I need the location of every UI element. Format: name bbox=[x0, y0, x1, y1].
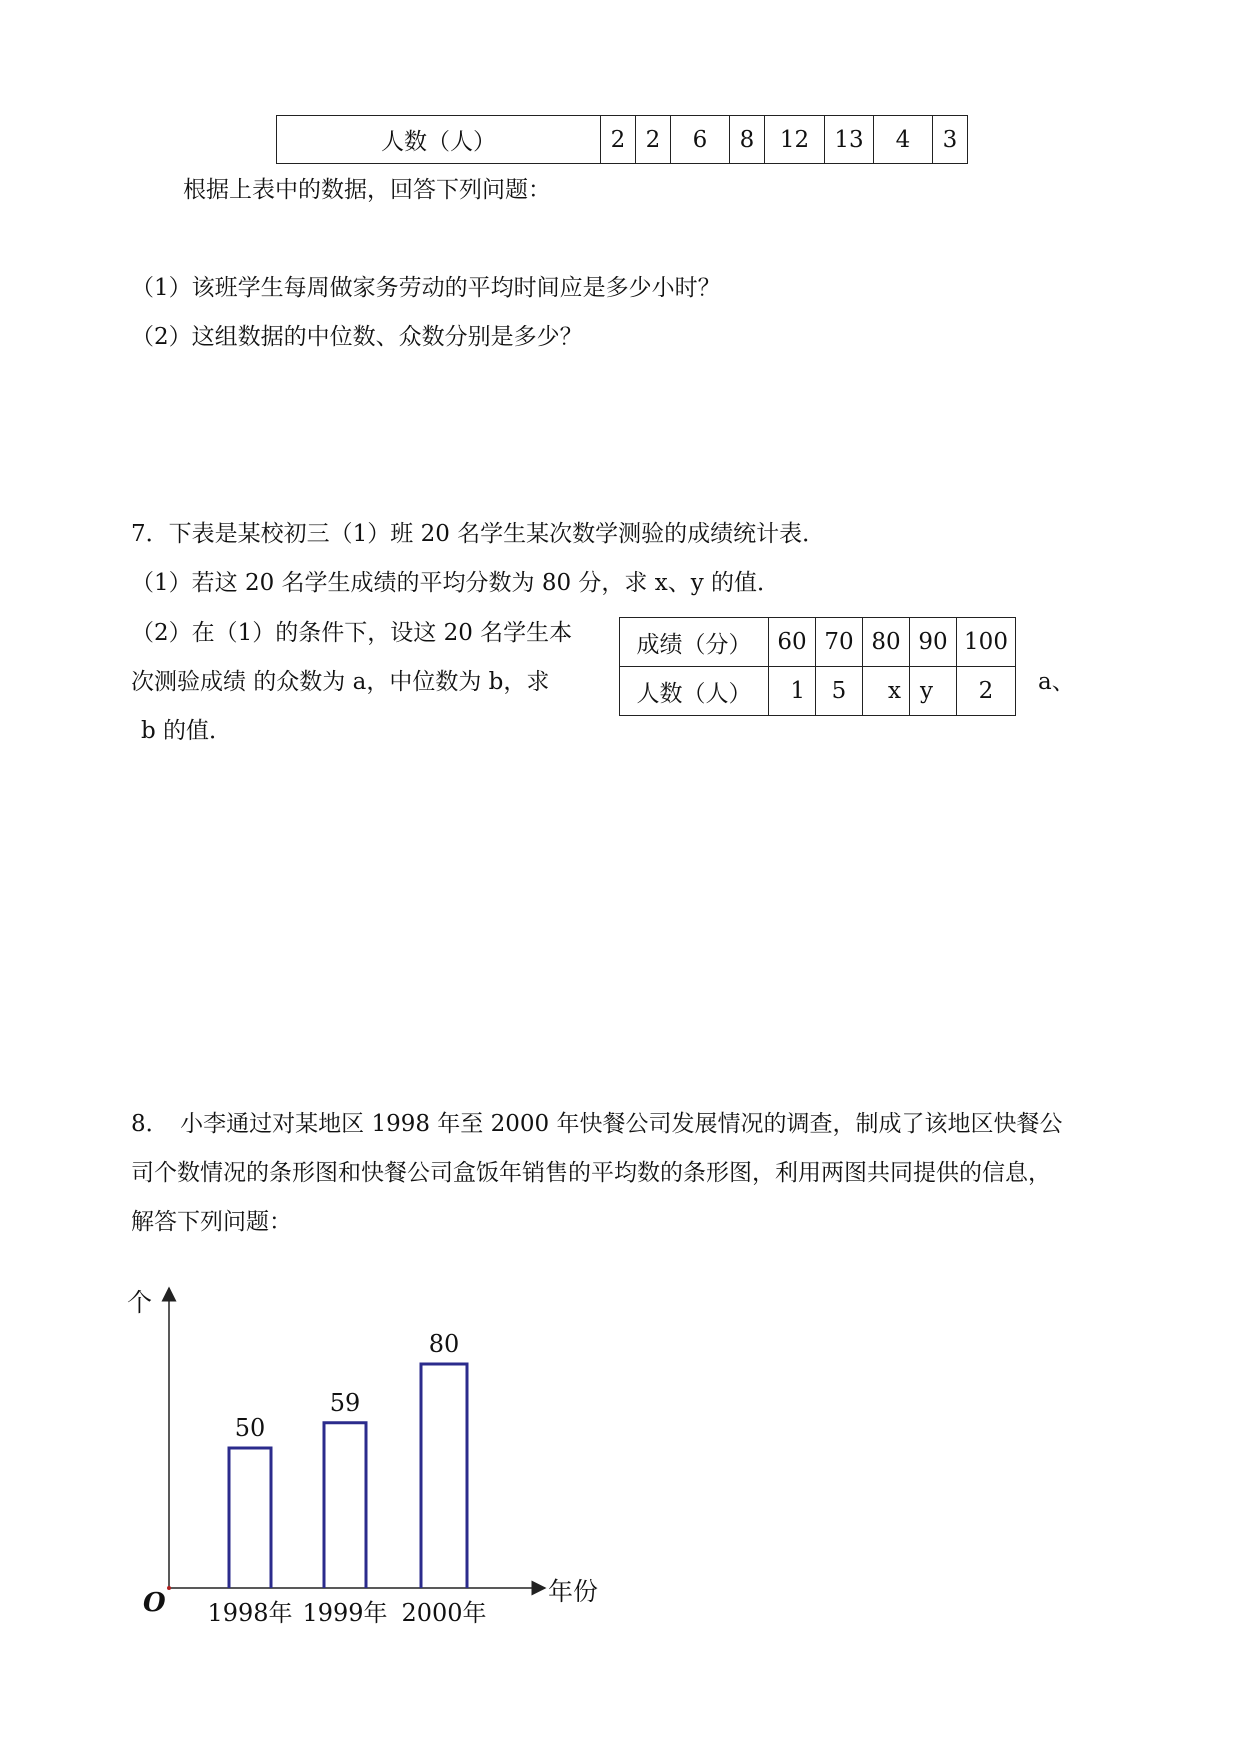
table-cell: 8 bbox=[730, 116, 765, 164]
y-axis-label: 个 bbox=[127, 1288, 153, 1317]
table-header-cell: 成绩（分） bbox=[620, 618, 769, 667]
table-cell: 90 bbox=[910, 618, 957, 667]
bar-value-label: 50 bbox=[234, 1414, 266, 1442]
table-header-cell: 人数（人） bbox=[620, 667, 769, 716]
q7-part2-line2: 次测验成绩 的众数为 a，中位数为 b，求 bbox=[131, 669, 550, 695]
table-cell: 60 bbox=[769, 618, 816, 667]
q7-part2-line3: b 的值． bbox=[141, 718, 233, 744]
table-cell: 6 bbox=[671, 116, 730, 164]
table-header-cell: 人数（人） bbox=[277, 116, 601, 164]
table-cell: 2 bbox=[601, 116, 636, 164]
q7-part2-line1: （2）在（1）的条件下，设这 20 名学生本 bbox=[131, 620, 573, 646]
bar-1999年 bbox=[324, 1423, 366, 1588]
table-cell: 100 bbox=[957, 618, 1016, 667]
x-tick-label: 2000年 bbox=[401, 1599, 487, 1627]
q7-part1: （1）若这 20 名学生成绩的平均分数为 80 分，求 x、y 的值． bbox=[131, 570, 780, 596]
top-table bbox=[276, 115, 968, 164]
x-axis-label: 年份 bbox=[548, 1577, 599, 1606]
q6-part1: （1）该班学生每周做家务劳动的平均时间应是多少小时？ bbox=[131, 275, 721, 301]
q8-line1: 8． 小李通过对某地区 1998 年至 2000 年快餐公司发展情况的调查，制成了该地区快餐公 bbox=[131, 1111, 1063, 1137]
table-cell: 1 bbox=[769, 667, 816, 716]
x-tick-label: 1998年 bbox=[207, 1599, 293, 1627]
table-row bbox=[277, 116, 968, 164]
bar-2000年 bbox=[421, 1364, 467, 1588]
intro-text: 根据上表中的数据，回答下列问题： bbox=[183, 177, 551, 203]
table-cell: 70 bbox=[816, 618, 863, 667]
q7-score-table bbox=[619, 617, 1016, 716]
table-row bbox=[620, 618, 1016, 667]
table-cell: 4 bbox=[874, 116, 933, 164]
q7-stem: 7．下表是某校初三（1）班 20 名学生某次数学测验的成绩统计表． bbox=[131, 521, 826, 547]
origin-label: O bbox=[143, 1588, 166, 1618]
table-cell: 2 bbox=[636, 116, 671, 164]
q7-part2-tail: a、 bbox=[1038, 669, 1075, 695]
table-cell: 13 bbox=[825, 116, 874, 164]
table-cell: 12 bbox=[765, 116, 825, 164]
x-tick-label: 1999年 bbox=[302, 1599, 388, 1627]
q6-part2: （2）这组数据的中位数、众数分别是多少？ bbox=[131, 324, 583, 350]
table-cell: 3 bbox=[933, 116, 968, 164]
q8-line3: 解答下列问题： bbox=[131, 1209, 292, 1235]
table-cell: 2 bbox=[957, 667, 1016, 716]
q8-line2: 司个数情况的条形图和快餐公司盒饭年销售的平均数的条形图，利用两图共同提供的信息， bbox=[131, 1160, 1051, 1186]
bar-1998年 bbox=[229, 1448, 271, 1588]
table-cell: x bbox=[863, 667, 910, 716]
table-cell: y bbox=[910, 667, 957, 716]
bar-value-label: 80 bbox=[428, 1330, 460, 1358]
table-cell: 80 bbox=[863, 618, 910, 667]
bar-value-label: 59 bbox=[329, 1388, 361, 1417]
table-cell: 5 bbox=[816, 667, 863, 716]
table-row bbox=[620, 667, 1016, 716]
origin-dot bbox=[167, 1586, 171, 1590]
